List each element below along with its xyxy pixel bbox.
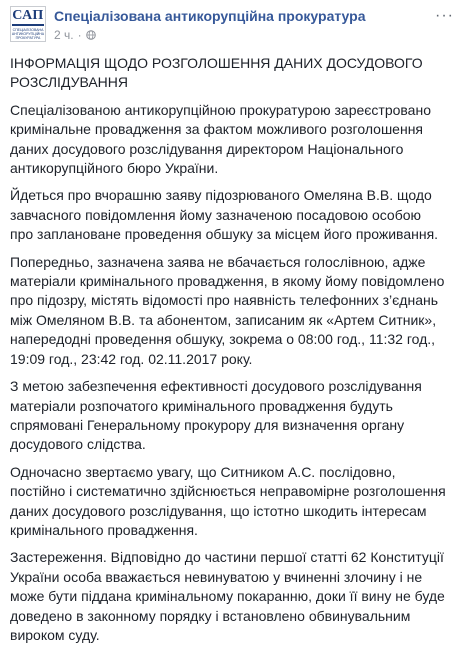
avatar-logo-text: САП — [12, 9, 44, 26]
post-text — [10, 54, 454, 645]
post-subline — [54, 27, 435, 43]
globe-icon — [86, 30, 96, 40]
more-options-icon[interactable]: ··· — [435, 7, 454, 24]
post-paragraph: Застереження. Відповідно до частини першої статті 62 Конституції України особа вважається невинуватою у вчиненні злочину і не може бути піддана кримінальному покаранню, доки її вину не буде доведено в законному порядку і встановлено обвинувальним вироком суду. — [10, 549, 445, 643]
post-timestamp[interactable]: 2 ч. — [54, 28, 74, 42]
avatar-logo-subtext: СПЕЦІАЛІЗОВАНА АНТИКОРУПЦІЙНА ПРОКУРАТУРА — [11, 27, 45, 40]
post-paragraph-title: ІНФОРМАЦІЯ ЩОДО РОЗГОЛОШЕННЯ ДАНИХ ДОСУДОВОГО РОЗСЛІДУВАННЯ — [10, 55, 423, 91]
post-paragraph: Одночасно звертаємо увагу, що Ситником А.С. послідовно, постійно і систематично здійснюється неправомірне розголошення даних досудового розслідування, що істотно шкодить інтересам кримінального провадження. — [10, 463, 446, 538]
post-paragraph: Спеціалізованою антикорупційною прокуратурою зареєстровано кримінальне провадження за фактом можливого розголошення даних досудового розслідування директором Національного антикорупційного бюро України. — [10, 101, 431, 177]
subline-separator: · — [77, 28, 82, 42]
post-meta — [54, 6, 435, 43]
page-avatar[interactable] — [10, 6, 46, 42]
post-paragraph: Попередньо, зазначена заява не вбачається голослівною, адже матеріали кримінального провадження, в якому йому повідомлено про підозру, містять відомості про наявність телефонних з’єднань між Омеляном В.В. та абонентом, записаним як «Артем Ситник», напередодні проведення обшуку, зокрема о 08:00 год., 11:32 год., 19:09 год., 23:42 год. 02.11.2017 року. — [10, 253, 445, 367]
post-header — [10, 0, 454, 48]
page-name-link[interactable]: Спеціалізована антикорупційна прокуратура — [54, 8, 366, 24]
post-paragraph: З метою забезпечення ефективності досудового розслідування матеріали розпочатого кримінального провадження будуть спрямовані Генеральному прокурору для визначення органу досудового слідства. — [10, 378, 422, 453]
post-paragraph: Йдеться про вчорашню заяву підозрюваного Омеляна В.В. щодо завчасного повідомлення йому зазначеною посадовою особою про заплановане проведення обшуку за місцем його проживання. — [10, 187, 439, 243]
